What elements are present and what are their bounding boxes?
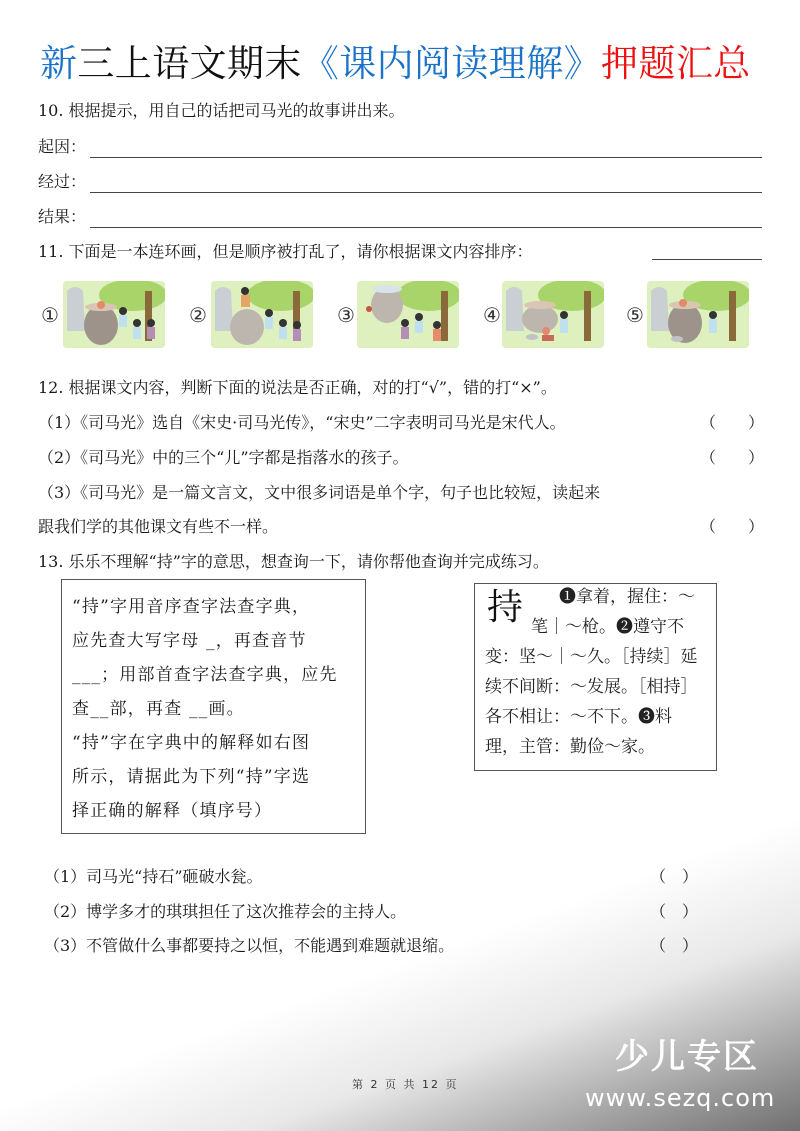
- lookup-line-7: 择正确的解释（填序号）: [72, 801, 273, 821]
- q13-prompt: 13. 乐乐不理解“持”字的意思，想查询一下，请你帮他查询并完成练习。: [38, 552, 549, 571]
- q13-answer-box-1[interactable]: （ ）: [650, 867, 699, 886]
- q10-answer-line-cause[interactable]: [90, 139, 762, 158]
- dictionary-line-4: 续不间断：～发展。［相持］: [485, 677, 698, 697]
- watermark-logo-text: 少儿专区: [615, 1037, 759, 1077]
- q10-label-cause: 起因：: [38, 137, 87, 156]
- page-title: [40, 40, 751, 88]
- q11-prompt: 11. 下面是一本连环画，但是顺序被打乱了，请你根据课文内容排序：: [38, 242, 533, 261]
- q10-row-process: [38, 167, 762, 193]
- q13-item-1: （1）司马光“持石”砸破水瓮。: [44, 867, 263, 886]
- comic-scene-2-icon: [211, 281, 313, 348]
- q12-answer-box-3[interactable]: （ ）: [700, 517, 765, 536]
- q10-label-result: 结果：: [38, 207, 87, 226]
- q12-item-3-cont: 跟我们学的其他课文有些不一样。: [38, 517, 279, 536]
- dictionary-entry-box: [474, 583, 717, 771]
- comic-scene-3-icon: [357, 281, 459, 348]
- q12-item-2: （2）《司马光》中的三个“儿”字都是指落水的孩子。: [38, 448, 409, 467]
- title-part-topic: 《课内阅读理解》: [301, 42, 602, 85]
- title-part-grade: 三上语文期末: [77, 42, 302, 85]
- lookup-line-2: 应先查大写字母 _，再查音节: [72, 631, 307, 651]
- title-part-summary: 押题汇总: [601, 42, 751, 85]
- q12-prompt: 12. 根据课文内容，判断下面的说法是否正确，对的打“√”，错的打“×”。: [38, 378, 557, 397]
- q12-item-1: （1）《司马光》选自《宋史·司马光传》，“宋史”二字表明司马光是宋代人。: [38, 413, 566, 432]
- q12-answer-box-2[interactable]: （ ）: [700, 448, 765, 467]
- dictionary-line-3: 变：坚～｜～久。［持续］延: [485, 647, 698, 667]
- lookup-line-4: 查__部，再查 __画。: [72, 699, 245, 719]
- page-number: 第 2 页 共 12 页: [352, 1078, 459, 1091]
- title-part-new: 新: [40, 42, 78, 85]
- q13-item-3: （3）不管做什么事都要持之以恒，不能遇到难题就退缩。: [44, 936, 455, 955]
- comic-panel-2: [211, 281, 313, 348]
- panel-number-5: ⑤: [626, 303, 644, 327]
- q10-label-process: 经过：: [38, 172, 87, 191]
- q10-prompt: 10. 根据提示，用自己的话把司马光的故事讲出来。: [38, 101, 405, 120]
- q10-row-result: [38, 202, 762, 228]
- panel-number-4: ④: [483, 303, 501, 327]
- dictionary-line-6: 理，主管：勤俭～家。: [485, 737, 655, 757]
- comic-panel-4: [502, 281, 604, 348]
- dictionary-line-1: ❶拿着，握住：～: [559, 587, 695, 607]
- lookup-line-6: 所示，请据此为下列“持”字选: [72, 767, 311, 787]
- dictionary-headword: 持: [487, 587, 524, 628]
- q10-answer-line-process[interactable]: [90, 174, 762, 193]
- q13-answer-box-3[interactable]: （ ）: [650, 936, 699, 955]
- comic-panel-1: [63, 281, 165, 348]
- q11-answer-line[interactable]: [652, 258, 762, 260]
- lookup-instructions-box: [61, 579, 366, 834]
- q12-item-3: （3）《司马光》是一篇文言文，文中很多词语是单个字，句子也比较短，读起来: [38, 483, 601, 502]
- comic-scene-1-icon: [63, 281, 165, 348]
- q12-answer-box-1[interactable]: （ ）: [700, 413, 765, 432]
- watermark-url: www.sezq.com: [585, 1084, 776, 1112]
- q10-row-cause: [38, 132, 762, 158]
- q13-answer-box-2[interactable]: （ ）: [650, 902, 699, 921]
- comic-scene-5-icon: [647, 281, 749, 348]
- lookup-line-5: “持”字在字典中的解释如右图: [72, 733, 311, 753]
- panel-number-1: ①: [41, 303, 59, 327]
- q13-item-2: （2）博学多才的琪琪担任了这次推荐会的主持人。: [44, 902, 407, 921]
- lookup-line-3: ___；用部首查字法查字典，应先: [72, 665, 338, 685]
- panel-number-2: ②: [189, 303, 207, 327]
- q10-answer-line-result[interactable]: [90, 209, 762, 228]
- lookup-line-1: “持”字用音序查字法查字典，: [72, 597, 311, 617]
- comic-scene-4-icon: [502, 281, 604, 348]
- dictionary-line-2: 笔｜～枪。❷遵守不: [531, 617, 684, 637]
- comic-panel-3: [357, 281, 459, 348]
- panel-number-3: ③: [337, 303, 355, 327]
- dictionary-line-5: 各不相让：～不下。❸料: [485, 707, 672, 727]
- comic-panel-5: [647, 281, 749, 348]
